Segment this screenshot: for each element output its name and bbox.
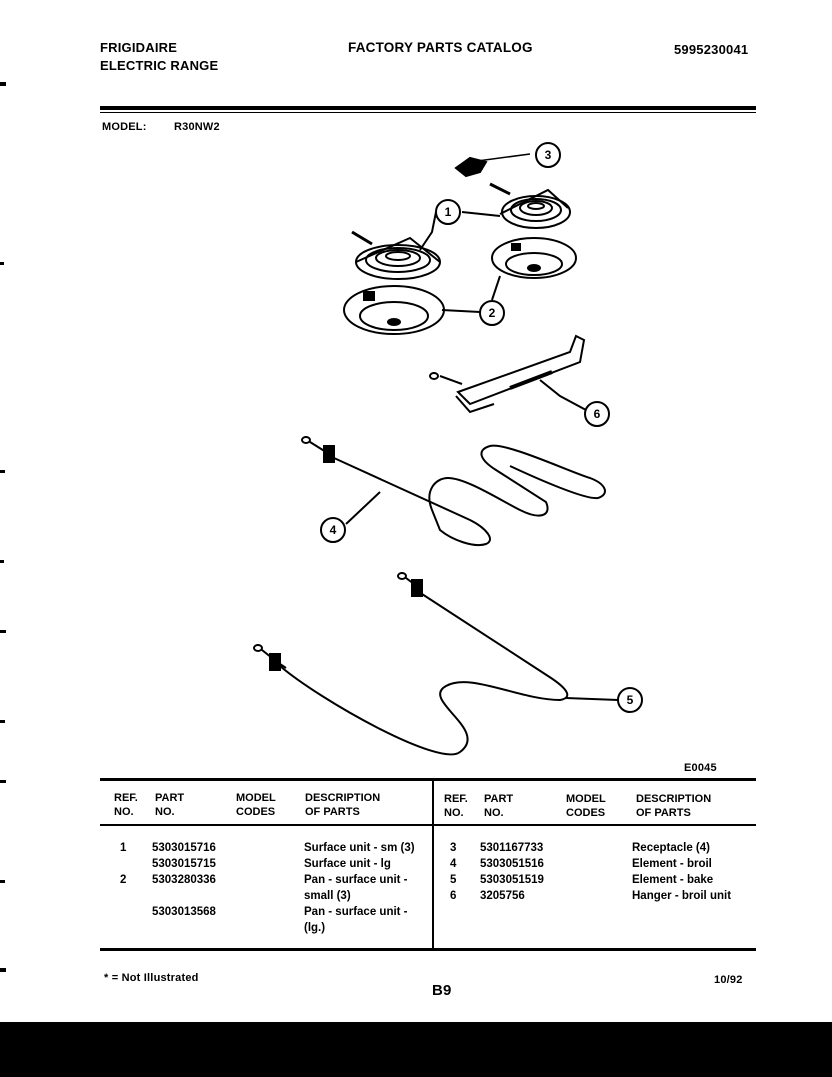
table-divider [432,781,434,949]
table-row-desc: Element - broil [632,858,712,870]
header-description-right: DESCRIPTION OF PARTS [636,793,712,819]
table-row-part: 3205756 [480,890,525,902]
table-row-ref: 2 [120,874,127,886]
table-row-part: 5301167733 [480,842,544,854]
callout-2-label: 2 [488,306,496,320]
pan-small [492,238,576,278]
receptacle-part [456,154,530,176]
product-name: ELECTRIC RANGE [100,58,219,73]
catalog-number: 5995230041 [674,42,749,57]
pan-large [344,286,444,334]
table-row-desc: Element - bake [632,874,714,886]
callout-1-label: 1 [444,205,452,219]
table-top-rule [100,778,756,781]
model-value: R30NW2 [174,121,220,133]
table-row-ref: 1 [120,842,127,854]
broil-element [302,437,605,545]
page-number: B9 [432,982,452,999]
header-underline-left [100,824,432,826]
callout-5-label: 5 [626,693,634,707]
header-ref-no-right: REF. NO. [444,793,468,819]
callout-4-label: 4 [329,523,337,537]
footnote: * = Not Illustrated [104,972,199,984]
bake-element [254,573,567,754]
table-row-part: 5303051516 [480,858,544,870]
header-model-codes: MODEL CODES [236,792,276,818]
table-row-desc: Surface unit - lg [304,858,391,870]
model-label: MODEL: [102,121,147,133]
table-row-ref: 6 [450,890,457,902]
header-description: DESCRIPTION OF PARTS [305,792,381,818]
table-row-part: 5303051519 [480,874,544,886]
table-row-desc: Pan - surface unit - [304,874,408,886]
table-row-desc: Surface unit - sm (3) [304,842,415,854]
header-part-no-right: PART NO. [484,793,514,819]
table-row-desc: Receptacle (4) [632,842,710,854]
header-ref-no: REF. NO. [114,792,138,818]
table-row-desc: small (3) [304,890,351,902]
header-underline-right [434,824,756,826]
table-row-ref: 4 [450,858,457,870]
hanger-broil-unit [430,336,584,412]
table-row-part: 5303015715 [152,858,216,870]
callout-3-label: 3 [544,148,552,162]
table-row-desc: (lg.) [304,922,326,934]
revision-date: 10/92 [714,974,743,986]
scan-edge-marks [0,0,6,1077]
header-model-codes-right: MODEL CODES [566,793,606,819]
table-row-desc: Pan - surface unit - [304,906,408,918]
table-row-desc: Hanger - broil unit [632,890,732,902]
page-title: FACTORY PARTS CATALOG [348,40,533,55]
table-row-ref: 5 [450,874,457,886]
table-row-part: 5303013568 [152,906,216,918]
brand-name: FRIGIDAIRE [100,40,178,55]
surface-unit-small [490,184,570,228]
header-part-no: PART NO. [155,792,185,818]
table-row-part: 5303280336 [152,874,216,886]
callout-6-label: 6 [593,407,601,421]
table-row-ref: 3 [450,842,457,854]
table-bottom-rule [100,948,756,951]
table-row-part: 5303015716 [152,842,216,854]
diagram-code: E0045 [684,762,717,774]
scan-bottom-band [0,1022,832,1077]
